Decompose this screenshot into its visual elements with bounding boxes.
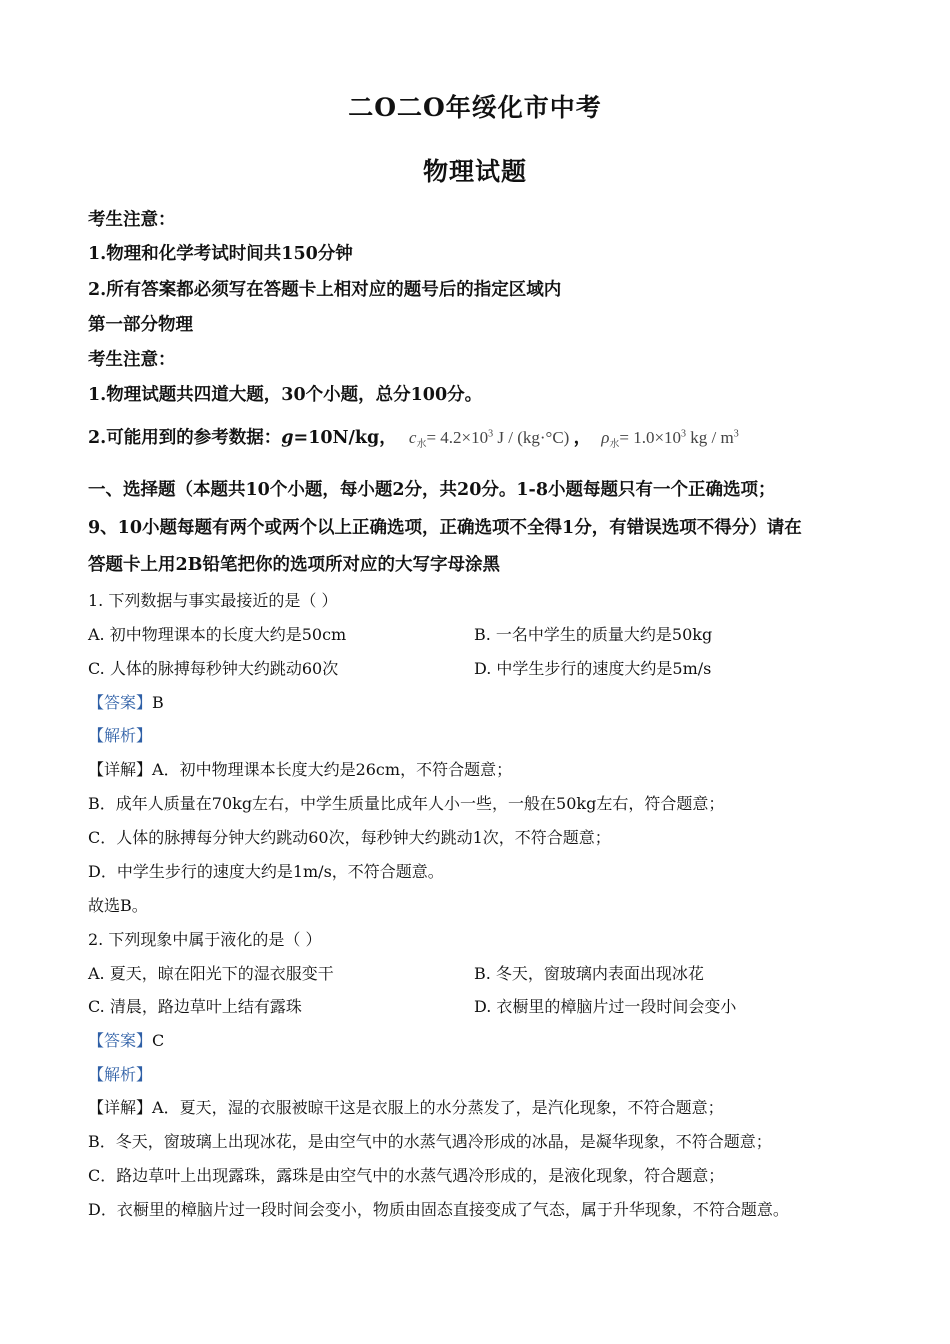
section1-line-2: 9、10小题每题有两个或两个以上正确选项，正确选项不全得1分，有错误选项不得分）请在	[88, 518, 802, 538]
notice-item-2: 2.所有答案都必须写在答题卡上相对应的题号后的指定区域内	[88, 280, 562, 300]
notice-heading: 考生注意：	[88, 210, 176, 230]
notice2-item-1: 1.物理试题共四道大题，30个小题，总分100分。	[88, 385, 483, 405]
specific-heat-formula: $c_水= 4.2\times 10^3$ J / (kg·°C)	[408, 428, 570, 450]
g-variable: g	[281, 428, 294, 448]
q2-detail-a: 【详解】A．夏天，湿的衣服被晾干这是衣服上的水分蒸发了，是汽化现象，不符合题意；	[88, 1098, 724, 1117]
q1-detail-d: D．中学生步行的速度大约是1m/s，不符合题意。	[88, 862, 444, 881]
q2-detail-c: C．路边草叶上出现露珠，露珠是由空气中的水蒸气遇冷形成的，是液化现象，符合题意；	[88, 1166, 725, 1185]
q1-stem: 1. 下列数据与事实最接近的是（ ）	[88, 591, 338, 610]
q2-answer	[88, 1028, 164, 1051]
q2-option-b: B. 冬天，窗玻璃内表面出现冰花	[474, 964, 704, 983]
section1-line-3: 答题卡上用2B铅笔把你的选项所对应的大写字母涂黑	[88, 555, 500, 575]
q2-stem: 2. 下列现象中属于液化的是（ ）	[88, 930, 322, 949]
notice-item-1: 1.物理和化学考试时间共150分钟	[88, 244, 353, 264]
q1-detail-a: 【详解】A．初中物理课本长度大约是26cm，不符合题意；	[88, 760, 513, 779]
section1-line-1: 一、选择题（本题共10个小题，每小题2分，共20分。1-8小题每题只有一个正确选项；	[88, 480, 776, 500]
part-title: 第一部分物理	[88, 315, 193, 335]
detail-tag: 【详解】	[88, 760, 153, 779]
answer-value: C	[152, 1031, 165, 1050]
q2-analysis-tag: 【解析】	[88, 1065, 153, 1084]
q1-option-a: A. 初中物理课本的长度大约是50cm	[88, 625, 347, 644]
exam-title: 二O二O年绥化市中考	[348, 93, 602, 122]
q1-detail-b: B．成年人质量在70kg左右，中学生质量比成年人小一些，一般在50kg左右，符合题意；	[88, 794, 725, 813]
notice2-heading: 考生注意：	[88, 350, 176, 370]
answer-tag: 【答案】	[88, 693, 153, 712]
reference-data-prefix: 2.可能用到的参考数据：	[88, 428, 282, 448]
answer-tag: 【答案】	[88, 1031, 153, 1050]
g-value: =10N/kg，	[293, 428, 397, 448]
q2-option-a: A. 夏天，晾在阳光下的湿衣服变干	[88, 964, 334, 983]
q1-answer	[88, 690, 164, 713]
q2-option-d: D. 衣橱里的樟脑片过一段时间会变小	[474, 997, 737, 1016]
notice2-item-2	[88, 424, 739, 449]
q2-detail-d: D．衣橱里的樟脑片过一段时间会变小，物质由固态直接变成了气态，属于升华现象，不符合题意。	[88, 1200, 789, 1219]
q1-detail-c: C．人体的脉搏每分钟大约跳动60次，每秒钟大约跳动1次，不符合题意；	[88, 828, 611, 847]
q2-detail-b: B．冬天，窗玻璃上出现冰花，是由空气中的水蒸气遇冷形成的冰晶，是凝华现象，不符合题意；	[88, 1132, 772, 1151]
q1-analysis-tag: 【解析】	[88, 726, 153, 745]
q1-option-d: D. 中学生步行的速度大约是5m/s	[474, 659, 712, 678]
q1-conclusion: 故选B。	[88, 896, 148, 915]
q2-option-c: C. 清晨，路边草叶上结有露珠	[88, 997, 302, 1016]
q1-option-b: B. 一名中学生的质量大约是50kg	[474, 625, 713, 644]
detail-tag: 【详解】	[88, 1098, 153, 1117]
formula-separator: ，	[573, 428, 592, 448]
answer-value: B	[152, 693, 164, 712]
density-formula: $\rho_水= 1.0\times 10^3$ kg / $m^3$	[601, 428, 739, 450]
q1-option-c: C. 人体的脉搏每秒钟大约跳动60次	[88, 659, 339, 678]
exam-subtitle: 物理试题	[422, 157, 527, 186]
